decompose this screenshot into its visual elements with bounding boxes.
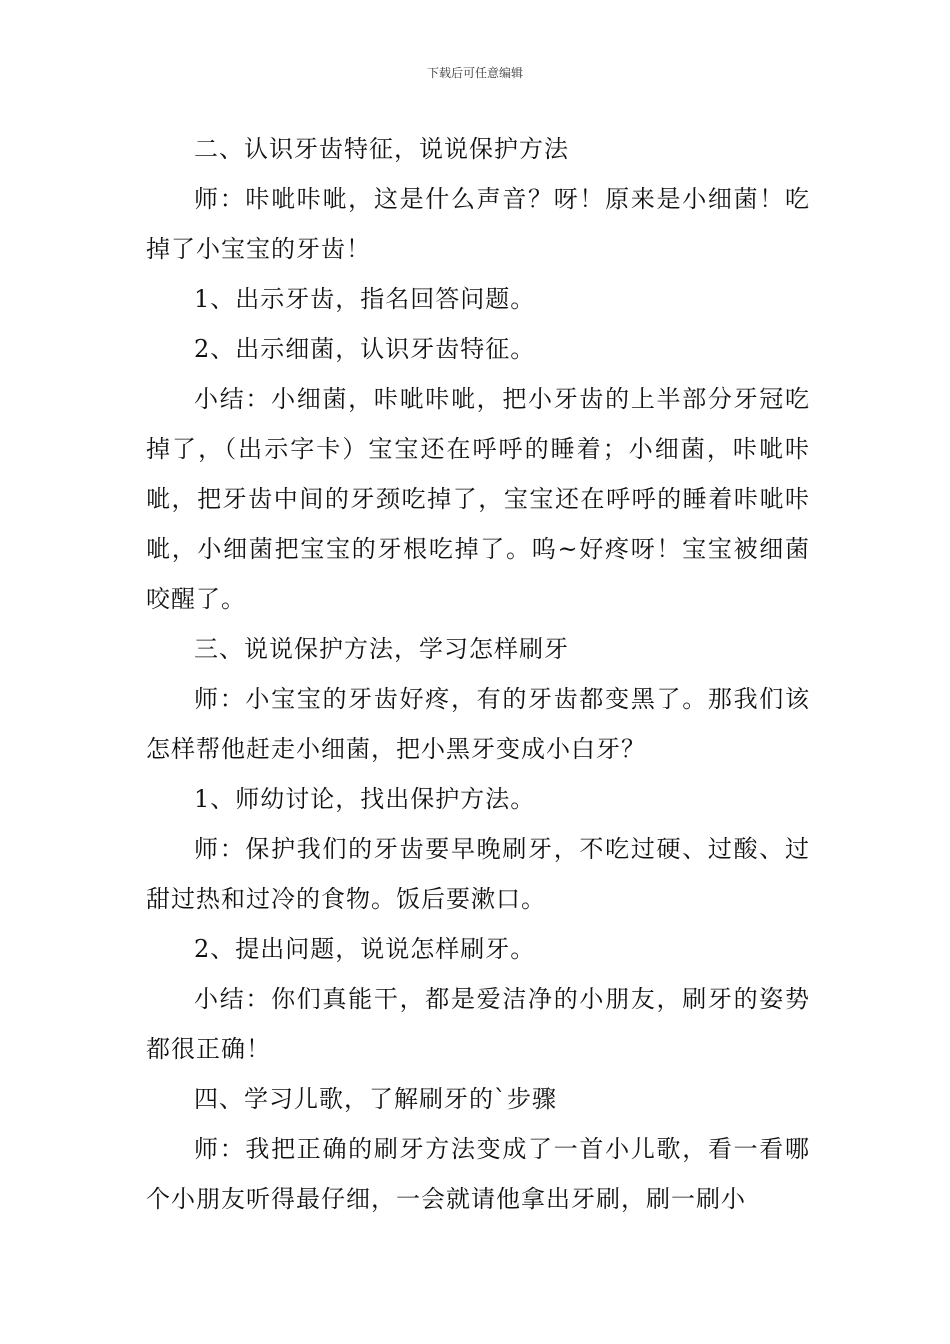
paragraph: 师：保护我们的牙齿要早晚刷牙，不吃过硬、过酸、过甜过热和过冷的食物。饭后要漱口。 [146, 835, 810, 913]
section-heading-4: 四、学习儿歌，了解刷牙的`步骤 [194, 1085, 557, 1113]
section-heading-3: 三、说说保护方法，学习怎样刷牙 [194, 635, 569, 663]
list-item: 1、师幼讨论，找出保护方法。 [194, 785, 536, 813]
page-header: 下载后可任意编辑 [426, 66, 523, 80]
section-heading-2: 二、认识牙齿特征，说说保护方法 [194, 135, 569, 163]
list-item: 1、出示牙齿，指名回答问题。 [194, 285, 536, 313]
list-item: 2、提出问题，说说怎样刷牙。 [194, 935, 536, 963]
paragraph: 小结：你们真能干，都是爱洁净的小朋友，刷牙的姿势都很正确！ [146, 985, 810, 1063]
paragraph: 师：我把正确的刷牙方法变成了一首小儿歌，看一看哪个小朋友听得最仔细，一会就请他拿出牙刷，刷一刷小 [146, 1135, 810, 1213]
paragraph: 师：咔呲咔呲，这是什么声音？呀！原来是小细菌！吃掉了小宝宝的牙齿！ [146, 185, 810, 263]
paragraph: 小结：小细菌，咔呲咔呲，把小牙齿的上半部分牙冠吃掉了，（出示字卡）宝宝还在呼呼的睡着；小细菌，咔呲咔呲，把牙齿中间的牙颈吃掉了，宝宝还在呼呼的睡着咔呲咔呲，小细菌把宝宝的牙根吃掉了。呜~好疼呀！宝宝被细菌咬醒了。 [146, 385, 810, 613]
list-item: 2、出示细菌，认识牙齿特征。 [194, 335, 536, 363]
document-body [146, 124, 810, 1224]
paragraph: 师：小宝宝的牙齿好疼，有的牙齿都变黑了。那我们该怎样帮他赶走小细菌，把小黑牙变成小白牙？ [146, 685, 810, 763]
